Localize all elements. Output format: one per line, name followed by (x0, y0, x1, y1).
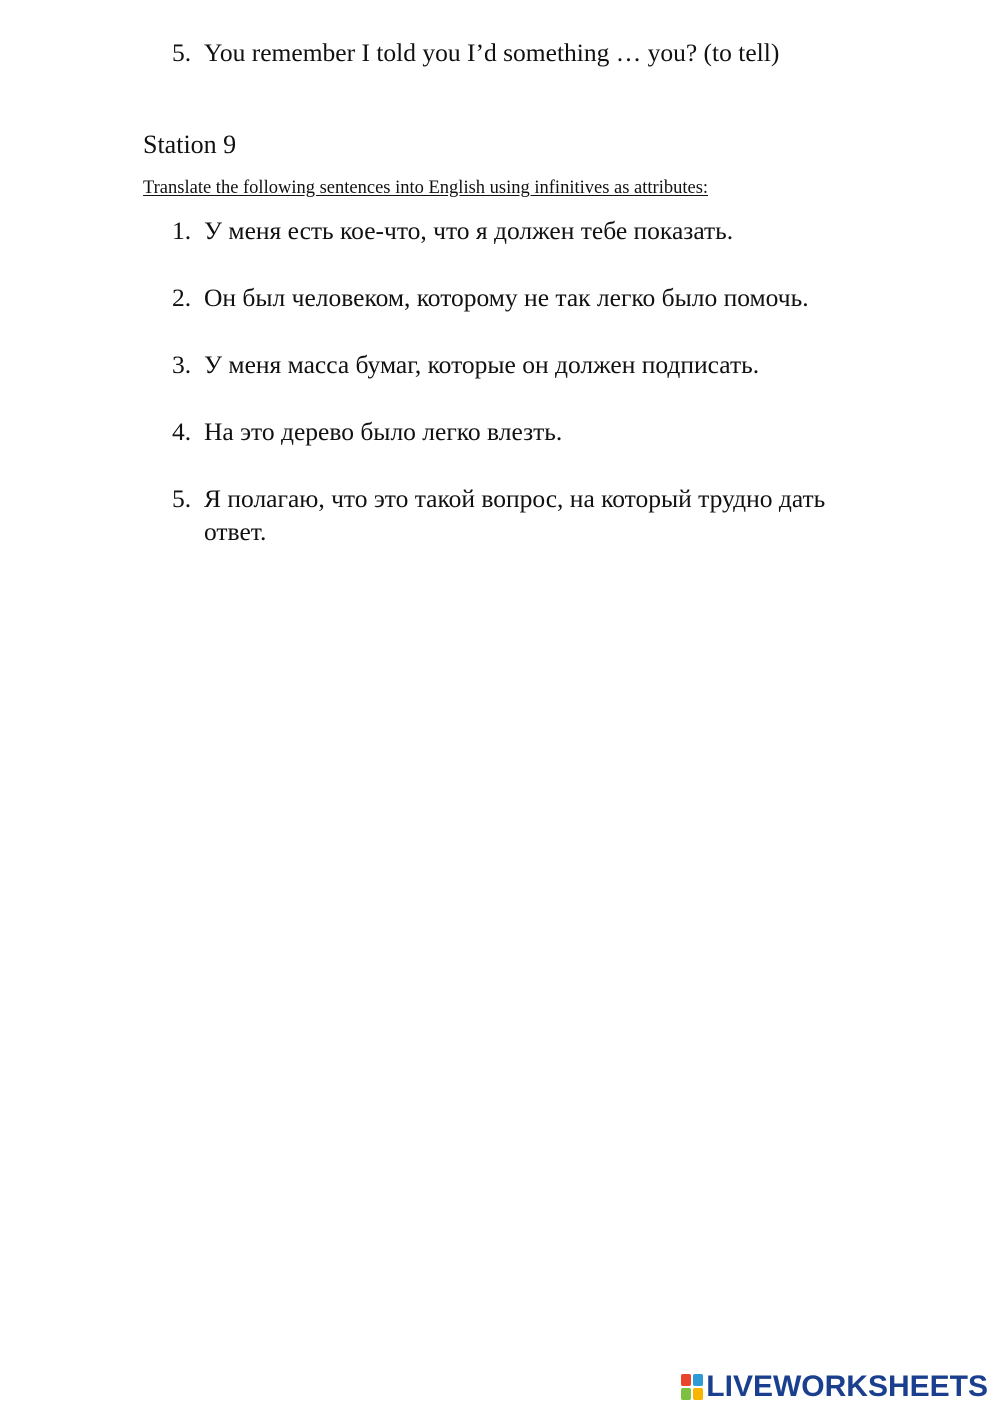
exercise-instruction: Translate the following sentences into English using infinitives as attributes: (143, 178, 709, 198)
liveworksheets-mark-icon (681, 1374, 703, 1400)
list-item (172, 214, 892, 247)
previous-exercise-item (172, 36, 892, 69)
item-number: 3. (172, 350, 192, 379)
list-item (172, 482, 892, 548)
item-number: 1. (172, 216, 192, 245)
item-text: You remember I told you I’d something … you? (to tell) (204, 38, 780, 67)
item-number: 5. (172, 484, 192, 513)
item-text: На это дерево было легко влезть. (204, 417, 563, 446)
logo-text: LIVEWORKSHEETS (706, 1370, 988, 1403)
list-item (172, 348, 892, 381)
item-text: Он был человеком, которому не так легко было помочь. (204, 283, 809, 312)
list-item (172, 281, 892, 314)
item-text: Я полагаю, что это такой вопрос, на который трудно дать ответ. (204, 484, 826, 546)
item-number: 2. (172, 283, 192, 312)
station-title: Station 9 (143, 130, 237, 159)
item-number: 4. (172, 417, 192, 446)
liveworksheets-logo (681, 1370, 988, 1404)
item-text: У меня масса бумаг, которые он должен подписать. (204, 350, 760, 379)
list-item (172, 415, 892, 448)
item-text: У меня есть кое-что, что я должен тебе показать. (204, 216, 734, 245)
item-number: 5. (172, 38, 192, 67)
